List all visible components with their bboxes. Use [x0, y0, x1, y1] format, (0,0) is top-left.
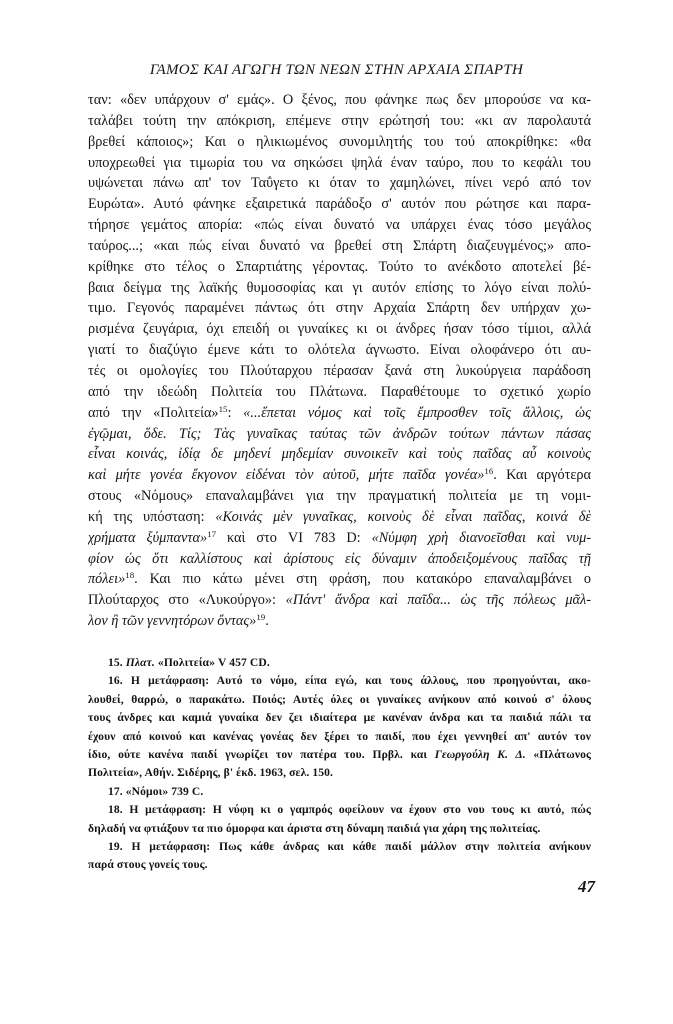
footnote-line	[88, 728, 591, 746]
footnote-line	[88, 746, 591, 764]
text-run: ταν: «δεν υπάρχουν σ' εμάς». Ο ξένος, που φάνηκε πως δεν μπορούσε να κα-	[88, 92, 591, 108]
text-line	[88, 215, 591, 236]
text-run: ταύρος...; «και πώς είναι δυνατό να βρεθεί στη Σπάρτη διαζευγμένος;» απο-	[88, 237, 591, 254]
text-run: :	[227, 404, 244, 421]
text-run: Πολιτεία», Αθήν. Σιδέρης, β' έκδ. 1963, σελ. 150.	[88, 766, 334, 780]
text-line	[88, 194, 591, 215]
quoted-text: «Πάντ' ἄνδρα καὶ παῖδα... ὡς τῆς πόλεως μᾶλ-	[285, 592, 591, 609]
footnote-line	[88, 801, 591, 819]
text-line	[88, 549, 591, 570]
text-line	[88, 153, 591, 174]
text-run: από την «Πολιτεία»	[88, 404, 219, 421]
footnote-line	[88, 709, 591, 727]
text-run: έχουν από κοινού και κανένας γονέας δεν ξέρει το παιδί, που έχει γεννηθεί απ' αυτόν τον	[88, 729, 591, 743]
footnote-reference: 15	[218, 403, 228, 414]
text-line	[88, 403, 591, 424]
text-run: κρίθηκε στο τέλος ο Σπαρτιάτης γέροντας. Τούτο το ανέκδοτο αποτελεί βέ-	[88, 258, 591, 275]
quoted-text: Πλατ.	[125, 656, 155, 669]
footnote-line	[88, 783, 591, 801]
text-run: βρεθεί κάποιος»; Και ο ηλικιωμένος συνομιλητής του τού αποκρίθηκε: «θα	[88, 133, 591, 150]
text-line	[88, 111, 591, 132]
footnote-reference: 17	[207, 528, 217, 539]
text-run: υψώνεται πάνω απ' τον Ταΰγετο κι όταν το χαμηλώνει, πίνει νερό από τον	[88, 175, 591, 192]
text-run: 15.	[108, 656, 126, 669]
text-run: τήρησε γεμάτος απορία: «πώς είναι δυνατό να υπάρχει ένας τόσο μεγάλος	[88, 217, 591, 234]
text-run: γιατί το διαζύγιο έμενε κάτι το ολότελα άγνωστο. Είναι ολοφάνερο ότι αυ-	[88, 342, 591, 359]
text-line	[88, 590, 591, 611]
footnote-line	[88, 764, 591, 782]
text-line	[88, 90, 591, 111]
quoted-text: «...ἕπεται νόμος καὶ τοῖς ἔμπροσθεν τοῖς ἄλλοις, ὡς	[243, 404, 591, 421]
text-line	[88, 611, 591, 632]
footnote-line	[88, 820, 591, 838]
text-line	[88, 257, 591, 278]
text-run: .	[265, 613, 269, 630]
footnotes	[88, 654, 591, 875]
text-run: βαια δείγμα της λαϊκής θυμοσοφίας και γι αυτόν επίσης το λόγο είναι πολύ-	[88, 279, 591, 296]
text-line	[88, 507, 591, 528]
text-run: . Και αργότερα	[493, 467, 591, 484]
text-line	[88, 340, 591, 361]
text-run: «Πλάτωνος	[525, 747, 591, 761]
quoted-text: καὶ μήτε γονέα ἔκγονον εἰδέναι τὸν αὑτοῦ, μήτε παῖδα γονέα»	[88, 467, 485, 484]
footnote-line	[88, 654, 591, 672]
text-run: «Πολιτεία» V 457 CD.	[154, 656, 270, 669]
text-run: τές οι ομολογίες του Πλούταρχου πέρασαν ξανά στη λυκούργεια παράδοση	[88, 362, 591, 379]
text-run: κή της υπόσταση:	[88, 508, 216, 525]
text-run: 18. Η μετάφραση: Η νύφη κι ο γαμπρός οφείλουν να έχουν στο νου τους κι αυτό, πώς	[108, 803, 591, 817]
quoted-text: φίον ὡς ὅτι καλλίστους καὶ ἀρίστους εἰς δύναμιν ἀποδειξομένους παῖδας τῇ	[88, 550, 591, 567]
quoted-text: εἶναι κοινάς, ἰδίᾳ δε μηδενί μηδεμίαν συνοικεῖν καὶ τοὺς παῖδας αὖ κοινοὺς	[88, 446, 591, 463]
footnote-line	[88, 672, 591, 690]
quoted-text: πόλει»	[88, 571, 126, 588]
running-header: ΓΑΜΟΣ ΚΑΙ ΑΓΩΓΗ ΤΩΝ ΝΕΩΝ ΣΤΗΝ ΑΡΧΑΙΑ ΣΠΑΡΤΗ	[149, 62, 524, 78]
text-run: ταλάβει τούτη την απόκριση, επέμενε στην ερώτησή του: «κι αν παρολαυτά	[88, 112, 591, 129]
text-run: 19. Η μετάφραση: Πως κάθε άνδρας και κάθε παιδί μάλλον στην πολιτεία ανήκουν	[108, 839, 591, 853]
body-text	[88, 90, 591, 632]
text-line	[88, 528, 591, 549]
footnote-reference: 16	[484, 466, 494, 477]
text-line	[88, 298, 591, 319]
quoted-text: «Νύμφη χρὴ διανοεῖσθαι καὶ νυμ-	[371, 529, 591, 546]
text-line	[88, 319, 591, 340]
text-line	[88, 424, 591, 445]
text-line	[88, 173, 591, 194]
quoted-text: λον ἢ τῶν γεννητόρων ὄντας»	[88, 613, 257, 630]
quoted-text: ἐγῷμαι, ὅδε. Τίς; Τὰς γυναῖκας ταύτας τῶν ἀνδρῶν τούτων πάντων πάσας	[88, 425, 591, 442]
text-run: υποχρεωθεί για τιμωρία του να σηκώσει ψηλά έναν ταύρο, που το κεφάλι του	[88, 154, 591, 171]
text-run: παρά στους γονείς τους.	[88, 858, 208, 872]
text-run: καὶ στο VI 783 D:	[216, 529, 372, 546]
quoted-text: χρήματα ξύμπαντα»	[88, 529, 208, 546]
text-run: τους άνδρες και καμιά γυναίκα δεν ζει ιδιαίτερα με κανέναν άνδρα και τα παιδιά πάλι τα	[88, 711, 591, 725]
quoted-text: «Κοινάς μὲν γυναῖκας, κοινοὺς δὲ εἶναι παῖδας, κοινά δὲ	[215, 508, 591, 525]
text-run: στους «Νόμους» επαναλαμβάνει για την πραγματική πολιτεία με τη νομι-	[88, 488, 591, 505]
quoted-text: Γεωργούλη Κ. Δ.	[434, 747, 526, 761]
text-run: από την ιδεώδη Πολιτεία του Πλάτωνα. Παραθέτουμε το σχετικό χωρίο	[88, 383, 591, 400]
text-run: 16. Η μετάφραση: Αυτό το νόμο, είπα εγώ, και τους άλλους, που προηγούνται, ακο-	[108, 674, 591, 688]
text-run: 17. «Νόμοι» 739 C.	[108, 784, 204, 798]
text-line	[88, 569, 591, 590]
footnote-reference: 19	[256, 612, 266, 623]
text-run: λουθεί, θαρρώ, ο παρακάτω. Ποιός; Αυτές όλες οι γυναίκες ανήκουν από κοινού σ' όλους	[88, 692, 591, 706]
footnote-reference: 18	[125, 570, 135, 581]
text-run: ρισμένα ζευγάρια, όχι επειδή οι γυναίκες κι οι άνδρες ήσαν τόσο τίμιοι, αλλά	[88, 321, 591, 338]
text-line	[88, 486, 591, 507]
text-run: Ευρώτα». Αυτό φάνηκε εξαιρετικά παράδοξο σ' αυτόν που ρώτησε και παρα-	[88, 196, 591, 213]
footnote-line	[88, 691, 591, 709]
text-run: . Και πιο κάτω μένει στη φράση, που κατακόρο επαναλαμβάνει ο	[134, 571, 591, 588]
text-line	[88, 361, 591, 382]
text-run: τιμο. Γεγονός παραμένει πάντως ότι στην Αρχαία Σπάρτη δεν υπήρχαν χω-	[88, 300, 591, 317]
text-run: ίδιο, ούτε κανένα παιδί γνωρίζει τον πατέρα του. Πρβλ. και	[88, 747, 435, 761]
page-number: 47	[578, 877, 595, 896]
text-line	[88, 382, 591, 403]
text-line	[88, 444, 591, 465]
footnote-line	[88, 856, 591, 874]
text-line	[88, 465, 591, 486]
text-line	[88, 132, 591, 153]
text-line	[88, 236, 591, 257]
text-run: δηλαδή να φτιάξουν τα πιο όμορφα και άριστα στη δύναμη παιδιά για χάρη της πολιτείας.	[88, 821, 541, 835]
footnote-line	[88, 838, 591, 856]
text-run: Πλούταρχος στο «Λυκούργο»:	[88, 592, 286, 609]
text-line	[88, 278, 591, 299]
